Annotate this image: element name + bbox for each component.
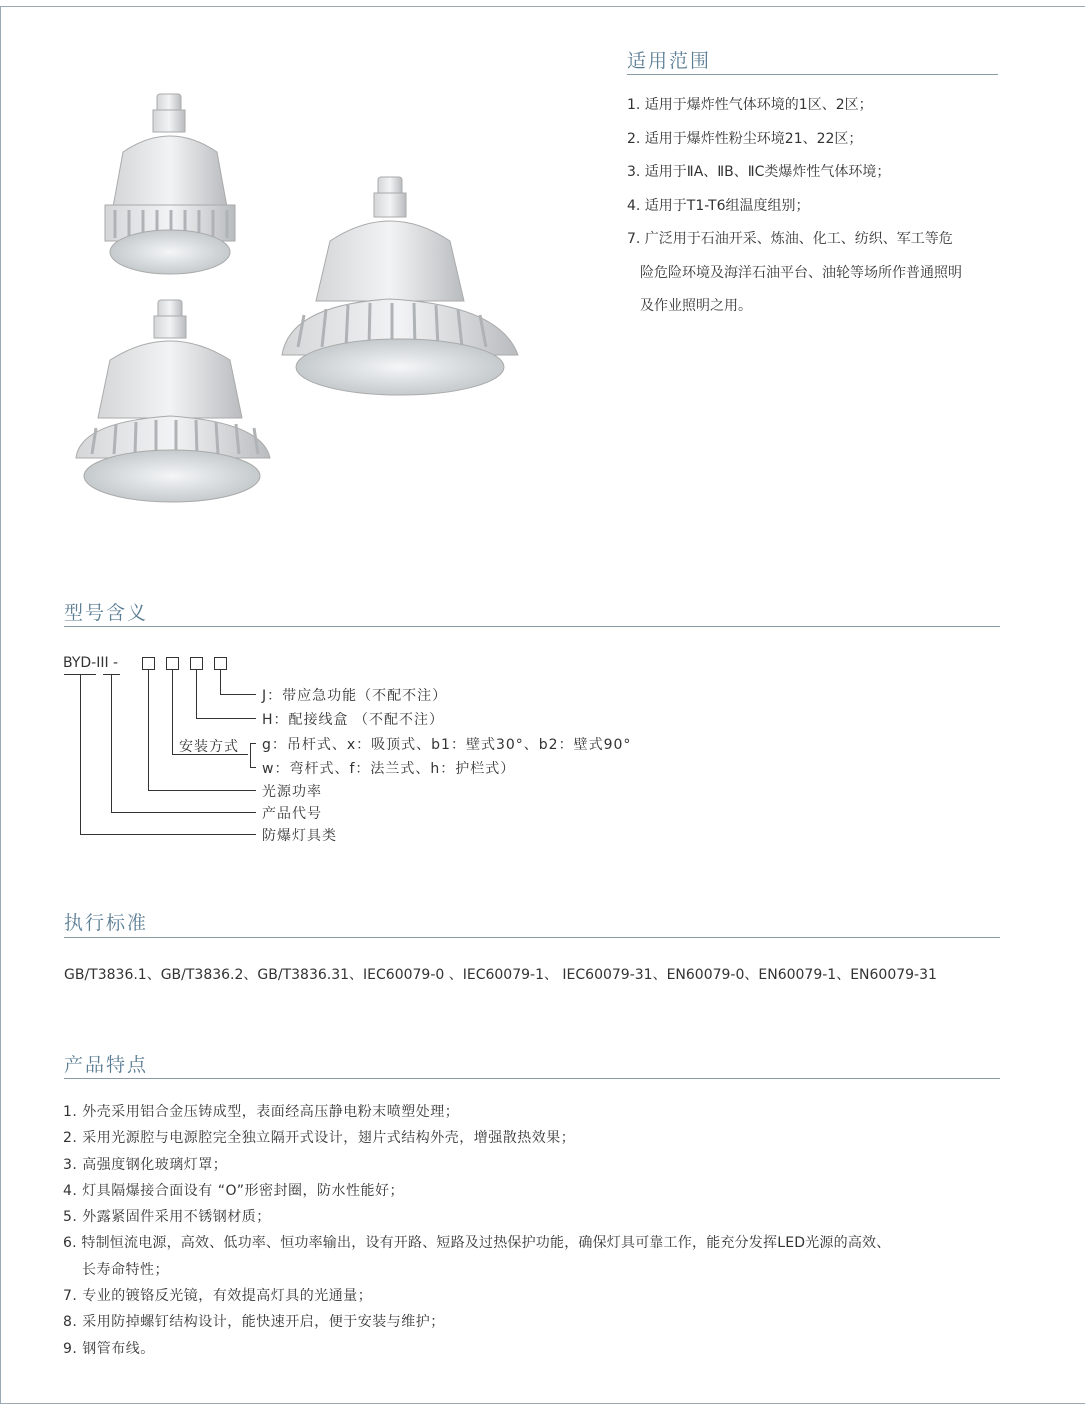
standards-rule (64, 937, 1000, 938)
features-title: 产品特点 (64, 1054, 149, 1076)
list-item: 4. 灯具隔爆接合面设有 “O”形密封圈，防水性能好； (63, 1182, 405, 1199)
model-box-2 (166, 657, 179, 670)
standards-title: 执行标准 (64, 912, 149, 934)
model-h: H：配接线盒 （不配不注） (262, 712, 444, 728)
standards-text: GB/T3836.1、GB/T3836.2、GB/T3836.31、IEC60079-0 、IEC60079-1、 IEC60079-31、EN60079-0、EN60079-1、EN60079-31 (64, 967, 937, 983)
list-item: 3. 高强度钢化玻璃灯罩； (63, 1156, 228, 1173)
model-title: 型号含义 (64, 602, 149, 624)
model-install-label: 安装方式 (179, 739, 239, 755)
model-box-3 (190, 657, 203, 670)
model-line-product (111, 675, 112, 812)
list-item: 1. 外壳采用铝合金压铸成型，表面经高压静电粉末喷塑处理； (63, 1104, 460, 1120)
list-item: 5. 外露紧固件采用不锈钢材质； (63, 1209, 271, 1226)
list-item: 险危险环境及海洋石油平台、油轮等场所作普通照明 (640, 264, 962, 281)
model-install-2: w：弯杆式、f：法兰式、h：护栏式） (262, 761, 516, 777)
model-box-1 (142, 657, 155, 670)
list-item: 1. 适用于爆炸性气体环境的1区、2区； (627, 97, 873, 113)
lamp-image-right (278, 175, 523, 405)
model-line-category (80, 675, 81, 834)
list-item: 及作业照明之用。 (640, 298, 752, 314)
model-code: BYD-III - (63, 655, 119, 671)
list-item: 6. 特制恒流电源，高效、低功率、恒功率输出，设有开路、短路及过热保护功能，确保灯具可靠工作，能充分发挥LED光源的高效、 (63, 1235, 891, 1252)
applicable-list (627, 89, 962, 324)
list-item: 3. 适用于ⅡA、ⅡB、ⅡC类爆炸性气体环境； (627, 164, 891, 180)
model-install-1: g：吊杆式、x：吸顶式、b1：壁式30°、b2：壁式90° (262, 737, 632, 753)
list-item: 2. 适用于爆炸性粉尘环境21、22区； (627, 130, 863, 147)
features-list (63, 1099, 890, 1362)
features-rule (64, 1078, 1000, 1079)
list-item: 9. 钢管布线。 (63, 1340, 155, 1357)
model-power: 光源功率 (262, 784, 322, 800)
list-item: 7. 专业的镀铬反光镜，有效提高灯具的光通量； (63, 1288, 373, 1305)
applicable-rule (627, 74, 998, 75)
model-bracket (250, 743, 251, 767)
list-item: 8. 采用防掉螺钉结构设计，能快速开启，便于安装与维护； (63, 1314, 445, 1331)
lamp-image-top (95, 92, 245, 282)
list-item: 7. 广泛用于石油开采、炼油、化工、纺织、军工等危 (627, 231, 953, 247)
model-line-h (196, 670, 197, 718)
model-product-code: 产品代号 (262, 806, 322, 822)
list-item: 长寿命特性； (82, 1261, 169, 1278)
list-item: 2. 采用光源腔与电源腔完全独立隔开式设计，翅片式结构外壳，增强散热效果； (63, 1130, 576, 1147)
lamp-image-bottom-left (72, 298, 277, 508)
model-box-4 (214, 657, 227, 670)
model-j: J：带应急功能（不配不注） (262, 688, 448, 704)
model-line-install (172, 670, 173, 754)
model-category: 防爆灯具类 (262, 828, 337, 844)
applicable-title: 适用范围 (627, 50, 712, 72)
model-rule (64, 626, 1000, 627)
list-item: 4. 适用于T1-T6组温度组别； (627, 197, 810, 214)
model-line-power (148, 670, 149, 790)
model-line-j (220, 670, 221, 694)
